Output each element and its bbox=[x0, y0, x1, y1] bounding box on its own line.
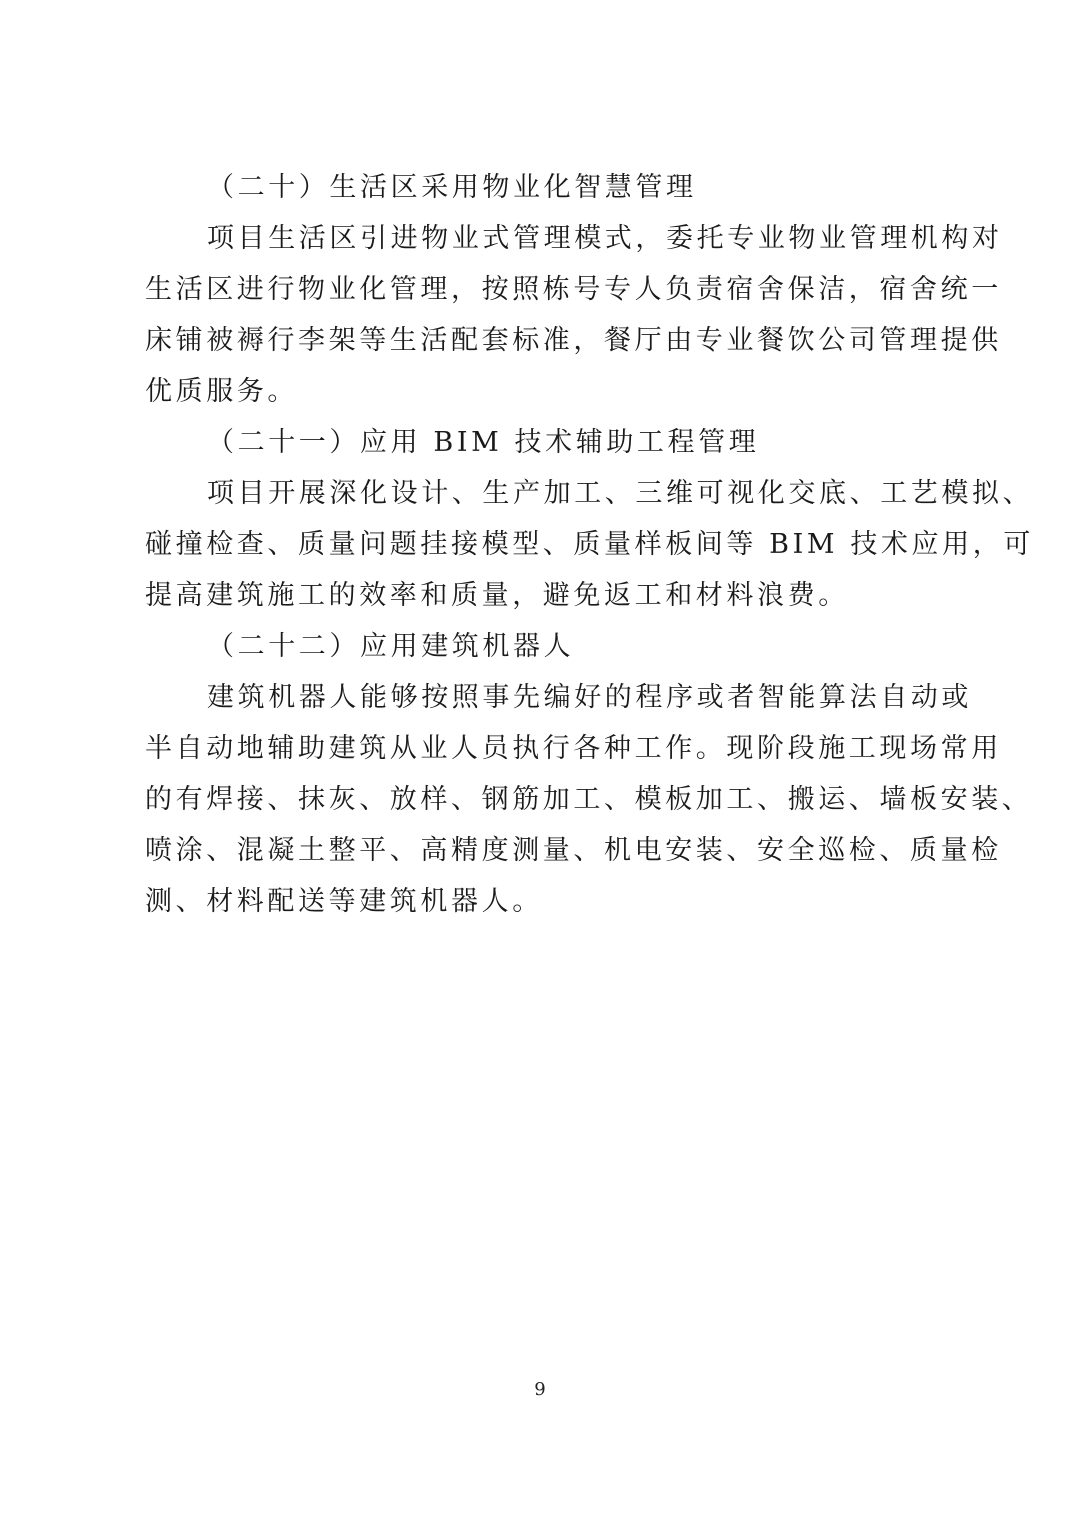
paragraph-line: 提高建筑施工的效率和质量，避免返工和材料浪费。 bbox=[145, 580, 849, 611]
paragraph-line: 优质服务。 bbox=[145, 376, 298, 407]
paragraph-line: 项目生活区引进物业式管理模式，委托专业物业管理机构对 bbox=[207, 223, 1003, 254]
paragraph-line: 的有焊接、抹灰、放样、钢筋加工、模板加工、搬运、墙板安装、 bbox=[145, 784, 1033, 815]
section-20 bbox=[145, 162, 1003, 417]
section-heading: （二十一）应用 BIM 技术辅助工程管理 bbox=[207, 427, 760, 458]
paragraph-line: 碰撞检查、质量问题挂接模型、质量样板间等 BIM 技术应用，可 bbox=[145, 529, 1034, 560]
paragraph-line: 生活区进行物业化管理，按照栋号专人负责宿舍保洁，宿舍统一 bbox=[145, 274, 1002, 305]
document-body bbox=[145, 162, 1034, 927]
section-22 bbox=[145, 621, 1033, 927]
paragraph-line: 项目开展深化设计、生产加工、三维可视化交底、工艺模拟、 bbox=[207, 478, 1034, 509]
paragraph-line: 半自动地辅助建筑从业人员执行各种工作。现阶段施工现场常用 bbox=[145, 733, 1002, 764]
paragraph-line: 喷涂、混凝土整平、高精度测量、机电安装、安全巡检、质量检 bbox=[145, 835, 1002, 866]
paragraph-line: 测、材料配送等建筑机器人。 bbox=[145, 886, 543, 917]
paragraph-line: 建筑机器人能够按照事先编好的程序或者智能算法自动或 bbox=[207, 682, 972, 713]
section-heading: （二十）生活区采用物业化智慧管理 bbox=[207, 172, 697, 203]
section-21 bbox=[145, 417, 1034, 621]
paragraph-line: 床铺被褥行李架等生活配套标准，餐厅由专业餐饮公司管理提供 bbox=[145, 325, 1002, 356]
section-heading: （二十二）应用建筑机器人 bbox=[207, 631, 575, 662]
page-number: 9 bbox=[534, 1379, 546, 1400]
